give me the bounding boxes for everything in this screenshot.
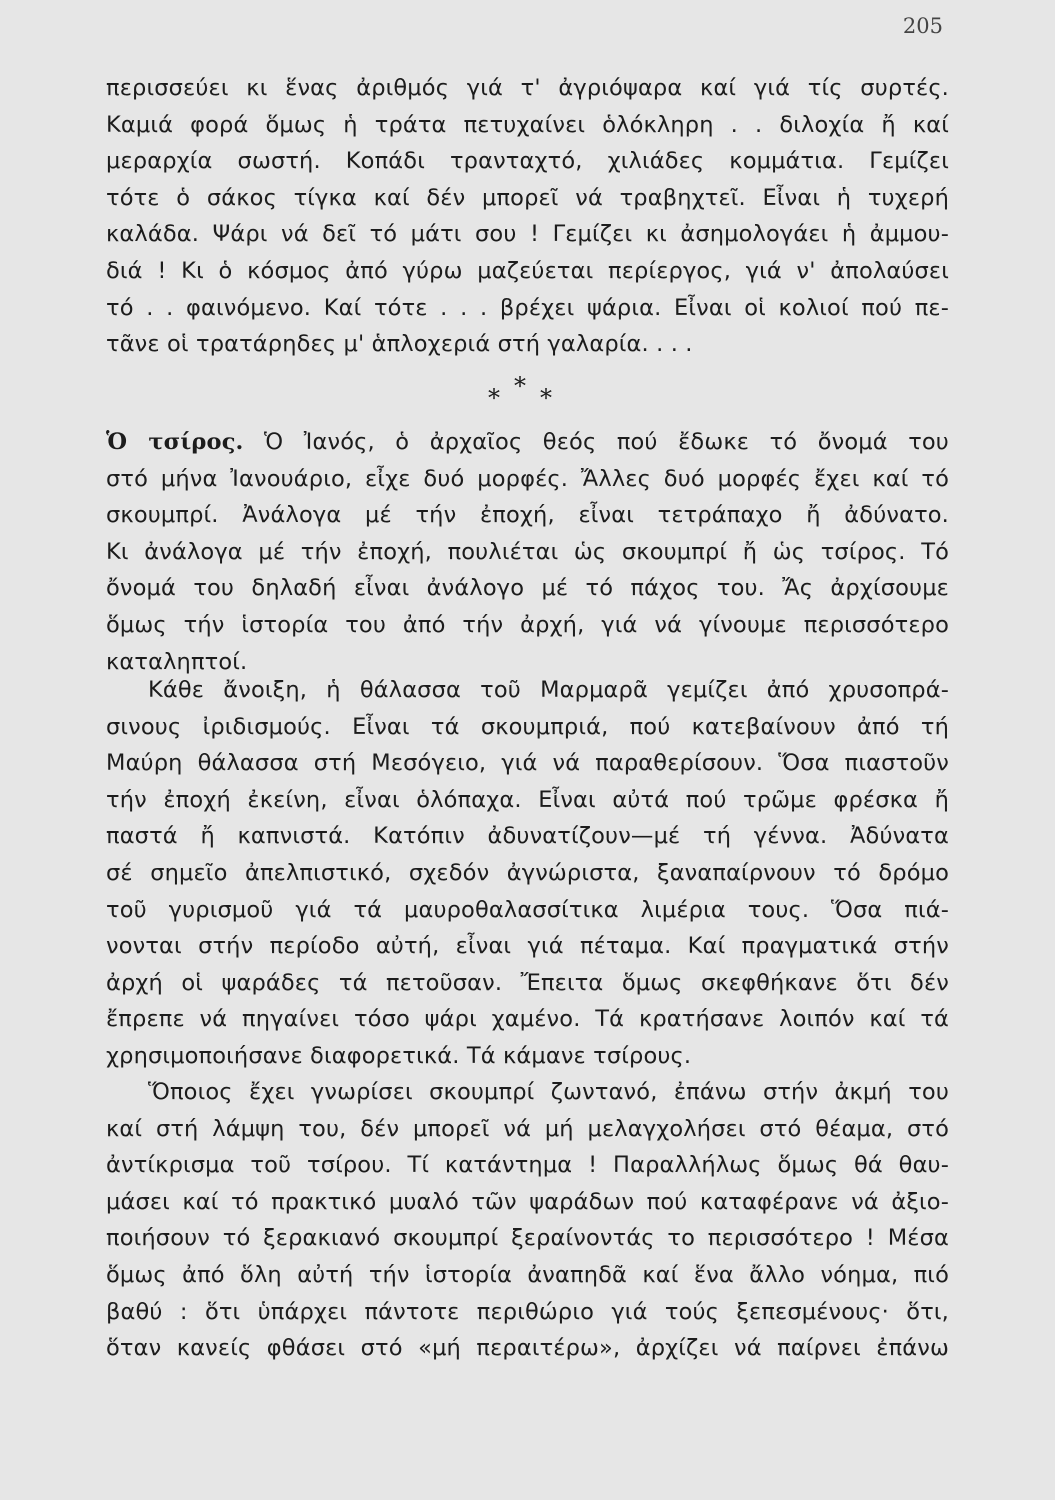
text-line: ὄνομά του δηλαδή εἶναι ἀνάλογο μέ τό πάχος του. Ἄς ἀρχίσουμε bbox=[106, 575, 949, 602]
paragraph-marmara-spring bbox=[106, 672, 949, 1075]
text-line: Κάθε ἄνοιξη, ἡ θάλασσα τοῦ Μαρμαρᾶ γεμίζει ἀπό χρυσοπρά- bbox=[148, 677, 949, 703]
text-line: τότε ὁ σάκος τίγκα καί δέν μπορεῖ νά τραβηχτεῖ. Εἶναι ἡ τυχερή bbox=[106, 184, 949, 211]
text-line: Καμιά φορά ὅμως ἡ τράτα πετυχαίνει ὁλόκληρη . . διλοχία ἤ καί bbox=[106, 111, 949, 138]
text-line: παστά ἤ καπνιστά. Κατόπιν ἀδυνατίζουν—μέ τή γέννα. Ἀδύνατα bbox=[106, 823, 949, 850]
text-line: ἀρχή οἱ ψαράδες τά πετοῦσαν. Ἔπειτα ὅμως σκεφθήκανε ὅτι δέν bbox=[106, 969, 949, 996]
text-line: ἀντίκρισμα τοῦ τσίρου. Τί κατάντημα ! Παραλλήλως ὅμως θά θαυ- bbox=[106, 1152, 949, 1179]
text-line: ὅμως τήν ἱστορία του ἀπό τήν ἀρχή, γιά νά γίνουμε περισσότερο bbox=[106, 611, 949, 638]
text-line: μάσει καί τό πρακτικό μυαλό τῶν ψαράδων πού καταφέρανε νά ἀξιο- bbox=[106, 1188, 949, 1215]
paragraph-fishing-catch bbox=[106, 70, 949, 363]
section-title: Ὁ τσίρος. bbox=[106, 429, 244, 455]
separator-star: * bbox=[514, 372, 526, 400]
text-line: σέ σημεῖο ἀπελπιστικό, σχεδόν ἀγνώριστα, ξαναπαίρνουν τό δρόμο bbox=[106, 859, 949, 886]
page-number: 205 bbox=[902, 14, 943, 38]
text-line: Ὅποιος ἔχει γνωρίσει σκουμπρί ζωντανό, ἐπάνω στήν ἀκμή του bbox=[148, 1079, 949, 1105]
text-line: χρησιμοποιήσανε διαφορετικά. Τά κάμανε τσίρους. bbox=[106, 1042, 692, 1069]
text-line: Μαύρη θάλασσα στή Μεσόγειο, γιά νά παραθερίσουν. Ὅσα πιαστοῦν bbox=[106, 750, 949, 777]
text-line bbox=[106, 424, 949, 461]
text-line: βαθύ : ὅτι ὑπάρχει πάντοτε περιθώριο γιά τούς ξεπεσμένους· ὅτι, bbox=[106, 1298, 949, 1325]
text-line: Κι ἀνάλογα μέ τήν ἐποχή, πουλιέται ὡς σκουμπρί ἤ ὡς τσίρος. Τό bbox=[106, 538, 949, 565]
text-line: σκουμπρί. Ἀνάλογα μέ τήν ἐποχή, εἶναι τετράπαχο ἤ ἀδύνατο. bbox=[106, 502, 949, 529]
paragraph-living-mackerel bbox=[106, 1074, 949, 1367]
text-line: ὅμως ἀπό ὅλη αὐτή τήν ἱστορία ἀναπηδᾶ καί ἕνα ἄλλο νόημα, πιό bbox=[106, 1261, 949, 1288]
text-line: καί στή λάμψη του, δέν μπορεῖ νά μή μελαγχολήσει στό θέαμα, στό bbox=[106, 1115, 949, 1142]
text-line: διά ! Κι ὁ κόσμος ἀπό γύρω μαζεύεται περίεργος, γιά ν' ἀπολαύσει bbox=[106, 257, 949, 284]
separator-star: * bbox=[540, 384, 552, 412]
text-line: ποιήσουν τό ξερακιανό σκουμπρί ξεραίνοντάς το περισσότερο ! Μέσα bbox=[106, 1225, 949, 1252]
text-line: μεραρχία σωστή. Κοπάδι τρανταχτό, χιλιάδες κομμάτια. Γεμίζει bbox=[106, 148, 949, 175]
text-line: τήν ἐποχή ἐκείνη, εἶναι ὁλόπαχα. Εἶναι αὐτά πού τρῶμε φρέσκα ἤ bbox=[106, 786, 949, 813]
text-line: σινους ἰριδισμούς. Εἶναι τά σκουμπριά, πού κατεβαίνουν ἀπό τή bbox=[106, 713, 949, 740]
text-line: ὅταν κανείς φθάσει στό «μή περαιτέρω», ἀρχίζει νά παίρνει ἐπάνω bbox=[106, 1335, 949, 1362]
text-line-rest: Ὁ Ἰανός, ὁ ἀρχαῖος θεός πού ἔδωκε τό ὄνομά του bbox=[243, 429, 949, 455]
section-separator bbox=[488, 372, 558, 412]
text-line: ἔπρεπε νά πηγαίνει τόσο ψάρι χαμένο. Τά κρατήσανε λοιπόν καί τά bbox=[106, 1006, 949, 1033]
text-line: νονται στήν περίοδο αὐτή, εἶναι γιά πέταμα. Καί πραγματικά στήν bbox=[106, 933, 949, 960]
text-line: καλάδα. Ψάρι νά δεῖ τό μάτι σου ! Γεμίζει κι ἀσημολογάει ἡ ἀμμου- bbox=[106, 221, 949, 248]
text-line: καταληπτοί. bbox=[106, 648, 248, 675]
text-line: τό . . φαινόμενο. Καί τότε . . . βρέχει ψάρια. Εἶναι οἱ κολιοί πού πε- bbox=[106, 294, 949, 321]
separator-star: * bbox=[488, 384, 500, 412]
text-line: τᾶνε οἱ τρατάρηδες μ' ἁπλοχεριά στή γαλαρία. . . . bbox=[106, 331, 693, 358]
text-line: τοῦ γυρισμοῦ γιά τά μαυροθαλασσίτικα λιμέρια τους. Ὅσα πιά- bbox=[106, 896, 949, 923]
paragraph-tsiros-intro bbox=[106, 424, 949, 680]
text-line: περισσεύει κι ἕνας ἀριθμός γιά τ' ἀγριόψαρα καί γιά τίς συρτές. bbox=[106, 75, 949, 101]
text-line: στό μήνα Ἰανουάριο, εἶχε δυό μορφές. Ἄλλες δυό μορφές ἔχει καί τό bbox=[106, 465, 949, 492]
